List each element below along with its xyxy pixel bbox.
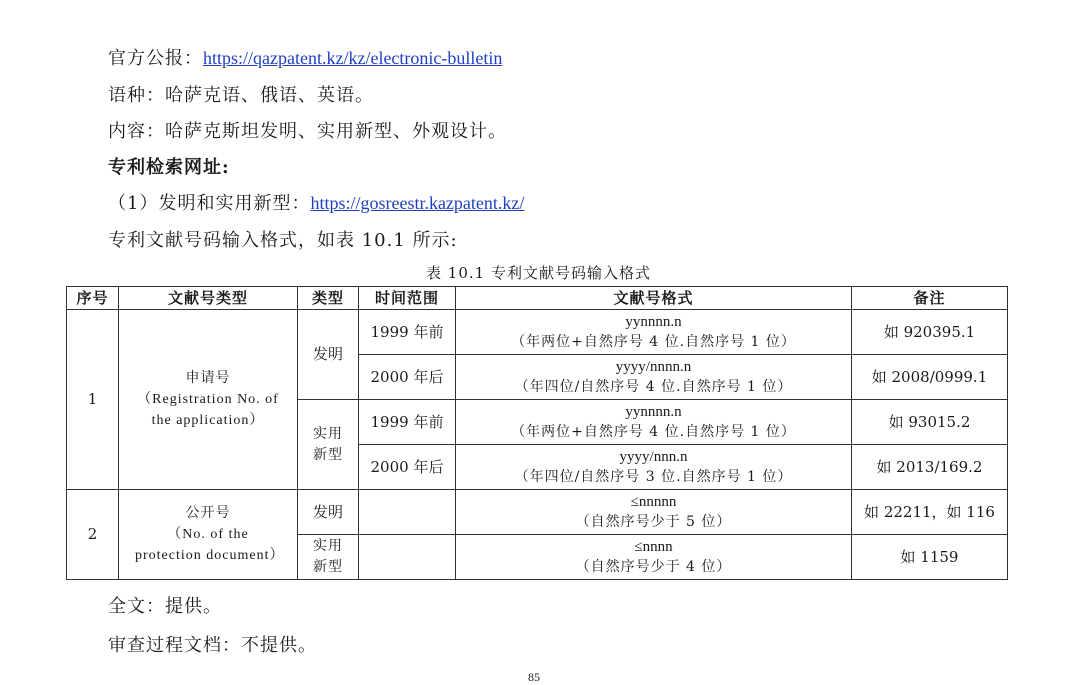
format-pattern: yyyy/nnn.n bbox=[619, 448, 688, 465]
cell-doc-type bbox=[119, 310, 298, 490]
cell-format bbox=[456, 400, 852, 445]
cell-doc-type bbox=[119, 490, 298, 580]
doc-type-en: （Registration No. of the application） bbox=[137, 392, 279, 428]
format-desc: （年四位/自然序号 3 位.自然序号 1 位） bbox=[514, 468, 793, 485]
format-pattern: ≤nnnn bbox=[634, 538, 673, 555]
cell-kind: 发明 bbox=[298, 490, 359, 535]
search-item-line bbox=[108, 189, 524, 215]
table-row bbox=[67, 310, 1008, 355]
header-period: 时间范围 bbox=[359, 287, 456, 310]
table-row bbox=[67, 490, 1008, 535]
cell-note: 如 920395.1 bbox=[852, 310, 1008, 355]
header-note: 备注 bbox=[852, 287, 1008, 310]
cell-kind: 发明 bbox=[298, 310, 359, 400]
content-line: 内容：哈萨克斯坦发明、实用新型、外观设计。 bbox=[108, 121, 507, 142]
cell-format bbox=[456, 535, 852, 580]
table-header-row bbox=[67, 287, 1008, 310]
kind-line: 新型 bbox=[313, 559, 343, 575]
format-pattern: yynnnn.n bbox=[625, 403, 682, 420]
doc-type-cn: 申请号 bbox=[185, 370, 231, 386]
format-desc: （年四位/自然序号 4 位.自然序号 1 位） bbox=[514, 378, 793, 395]
header-kind: 类型 bbox=[298, 287, 359, 310]
format-pattern: yyyy/nnnn.n bbox=[615, 358, 692, 375]
gazette-link[interactable]: https://qazpatent.kz/kz/electronic-bulletin bbox=[203, 48, 503, 68]
cell-period bbox=[359, 535, 456, 580]
kind-line: 实用 bbox=[313, 538, 343, 554]
search-heading: 专利检索网址: bbox=[108, 157, 230, 178]
doc-type-en: （No. of the protection document） bbox=[135, 527, 285, 563]
cell-format bbox=[456, 355, 852, 400]
cell-note: 如 93015.2 bbox=[852, 400, 1008, 445]
cell-period: 2000 年后 bbox=[359, 355, 456, 400]
cell-format bbox=[456, 445, 852, 490]
format-desc: （年两位+自然序号 4 位.自然序号 1 位） bbox=[511, 333, 796, 350]
language-line: 语种：哈萨克语、俄语、英语。 bbox=[108, 85, 374, 106]
format-pattern: yynnnn.n bbox=[625, 313, 682, 330]
cell-period bbox=[359, 490, 456, 535]
cell-kind bbox=[298, 400, 359, 490]
cell-kind bbox=[298, 535, 359, 580]
cell-no: 2 bbox=[67, 490, 119, 580]
doc-type-cn: 公开号 bbox=[185, 505, 231, 521]
cell-period: 2000 年后 bbox=[359, 445, 456, 490]
cell-note: 如 1159 bbox=[852, 535, 1008, 580]
cell-period: 1999 年前 bbox=[359, 310, 456, 355]
exam-docs-line: 审查过程文档：不提供。 bbox=[108, 635, 317, 656]
header-no: 序号 bbox=[67, 287, 119, 310]
kind-line: 新型 bbox=[313, 446, 343, 463]
format-desc: （年两位+自然序号 4 位.自然序号 1 位） bbox=[511, 423, 796, 440]
format-desc: （自然序号少于 4 位） bbox=[575, 558, 732, 575]
page-number: 85 bbox=[528, 670, 540, 684]
table-caption: 表 10.1 专利文献号码输入格式 bbox=[426, 264, 651, 282]
search-item-label: （1）发明和实用新型： bbox=[108, 193, 311, 214]
header-doc-type: 文献号类型 bbox=[119, 287, 298, 310]
number-format-table bbox=[66, 286, 1008, 580]
fulltext-line: 全文：提供。 bbox=[108, 596, 222, 617]
cell-note: 如 2013/169.2 bbox=[852, 445, 1008, 490]
cell-format bbox=[456, 490, 852, 535]
kind-line: 实用 bbox=[313, 425, 343, 442]
search-link[interactable]: https://gosreestr.kazpatent.kz/ bbox=[310, 193, 525, 213]
format-pattern: ≤nnnnn bbox=[630, 493, 677, 510]
gazette-label: 官方公报： bbox=[108, 48, 203, 69]
format-intro-line: 专利文献号码输入格式，如表 10.1 所示: bbox=[108, 230, 458, 251]
cell-period: 1999 年前 bbox=[359, 400, 456, 445]
official-gazette-line bbox=[108, 44, 502, 70]
cell-note: 如 2008/0999.1 bbox=[852, 355, 1008, 400]
format-desc: （自然序号少于 5 位） bbox=[575, 513, 732, 530]
cell-note: 如 22211，如 116 bbox=[852, 490, 1008, 535]
cell-no: 1 bbox=[67, 310, 119, 490]
header-format: 文献号格式 bbox=[456, 287, 852, 310]
cell-format bbox=[456, 310, 852, 355]
